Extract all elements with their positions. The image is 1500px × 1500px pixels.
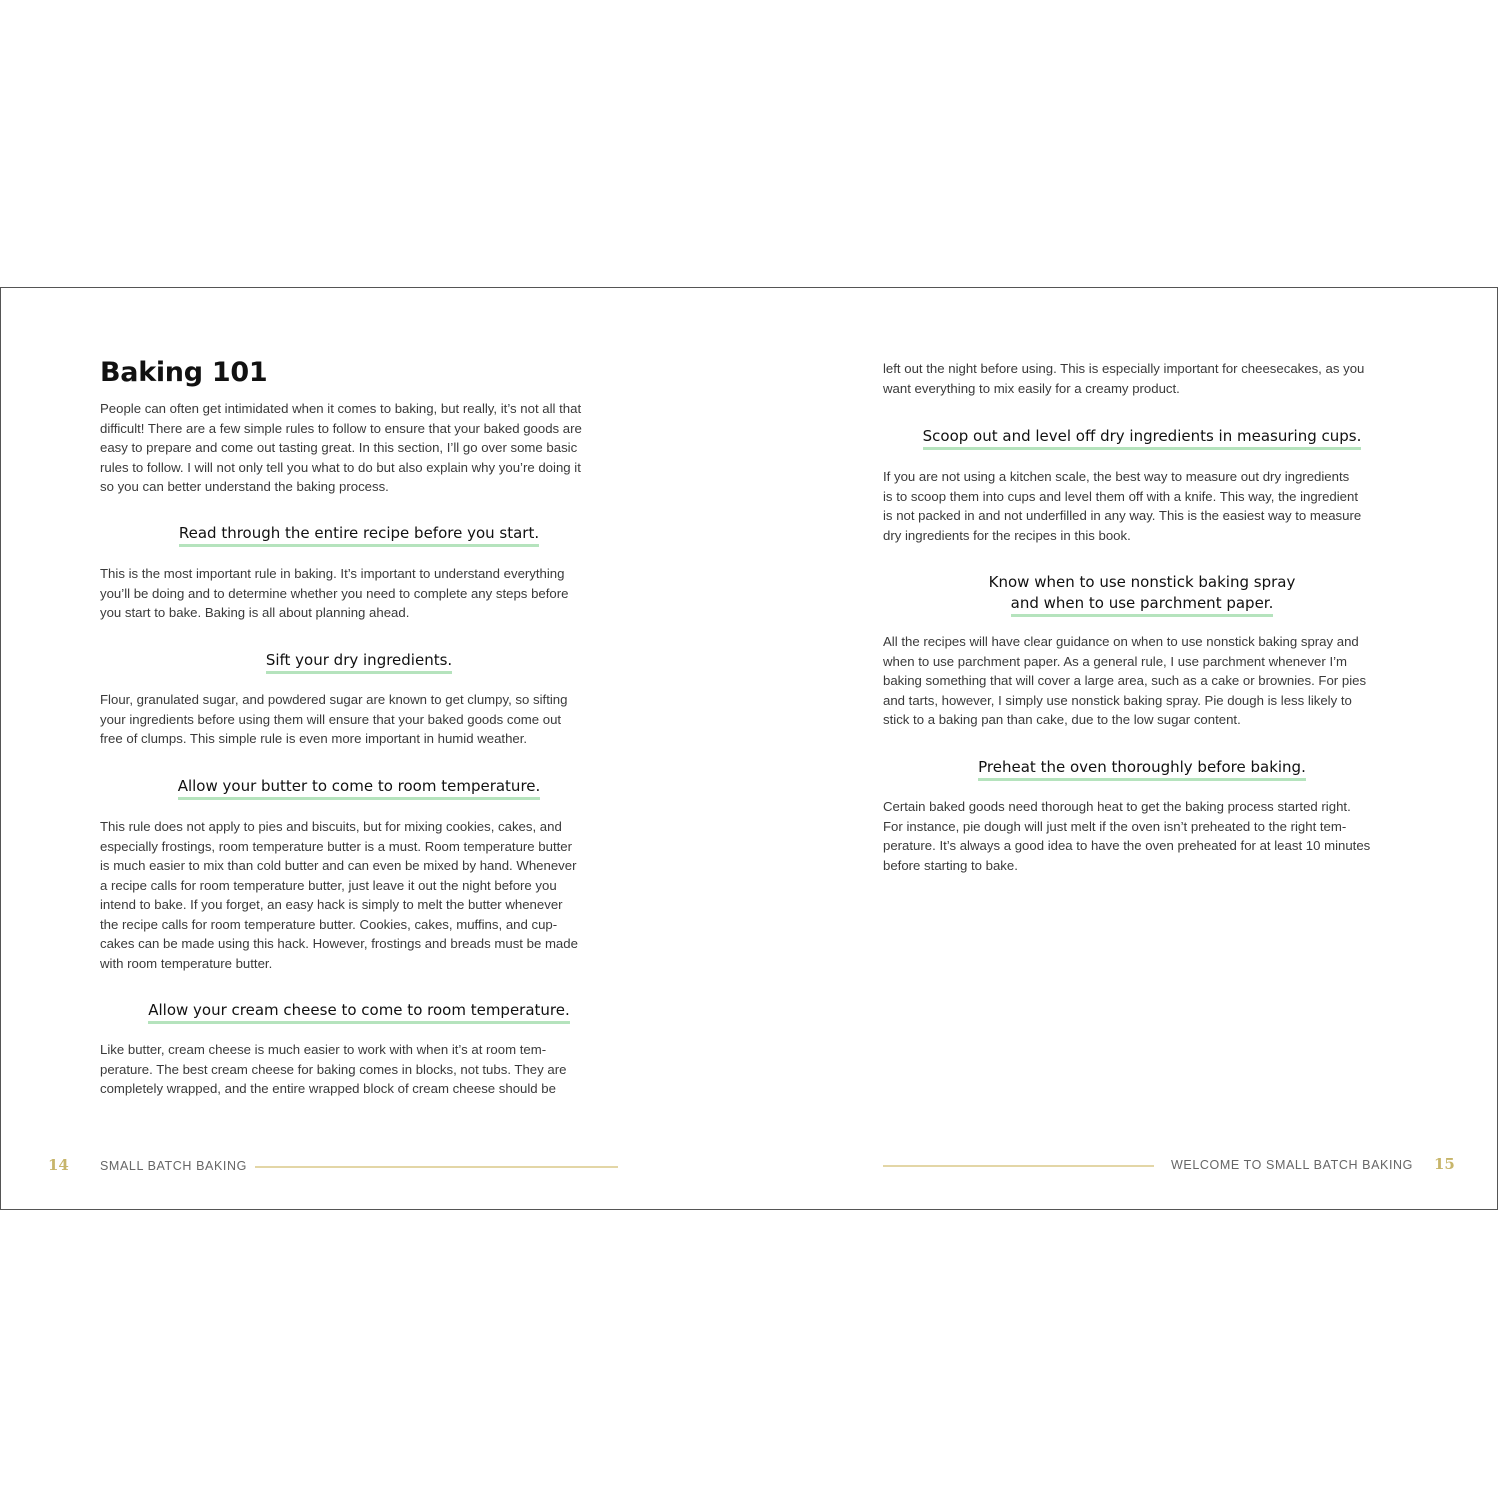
text-line: Certain baked goods need thorough heat to get the baking process started right. xyxy=(883,799,1351,814)
text-line: want everything to mix easily for a creamy product. xyxy=(883,380,1180,396)
text-line: left out the night before using. This is especially important for cheesecakes, as you xyxy=(883,361,1365,376)
footer-rule xyxy=(883,1165,1154,1167)
text-line: free of clumps. This simple rule is even more important in humid weather. xyxy=(100,731,528,746)
text-line: especially frostings, room temperature butter is a must. Room temperature butter xyxy=(100,838,573,854)
heading-text: Preheat the oven thoroughly before baking. xyxy=(978,757,1306,781)
text-line: perature. The best cream cheese for baking comes in blocks, not tubs. They are xyxy=(100,1061,567,1077)
text-line: If you are not using a kitchen scale, the best way to measure out dry ingredients xyxy=(883,469,1350,484)
text-line: For instance, pie dough will just melt if the oven isn’t preheated to the right tem- xyxy=(883,818,1347,834)
section-heading xyxy=(100,1000,618,1024)
section-body xyxy=(883,797,1401,875)
intro-paragraph xyxy=(100,399,618,497)
text-line: intend to bake. If you forget, an easy hack is simply to melt the butter whenever xyxy=(100,897,563,912)
text-line: Flour, granulated sugar, and powdered sugar are known to get clumpy, so sifting xyxy=(100,692,568,707)
heading-text: Read through the entire recipe before you start. xyxy=(179,523,539,547)
section-heading xyxy=(883,757,1401,781)
page-title: Baking 101 xyxy=(100,357,268,388)
section-body xyxy=(100,690,618,749)
text-line: when to use parchment paper. As a general rule, I use parchment whenever I’m xyxy=(883,653,1348,669)
text-line: easy to prepare and come out tasting great. In this section, I’ll go over some basic xyxy=(100,440,578,455)
footer-rule xyxy=(255,1166,618,1168)
section-body xyxy=(100,817,618,973)
text-line: perature. It’s always a good idea to have the oven preheated for at least 10 minutes xyxy=(883,838,1371,853)
text-line: is not packed in and not underfilled in any way. This is the easiest way to measure xyxy=(883,508,1362,523)
continuation-paragraph xyxy=(883,359,1401,398)
text-line: the recipe calls for room temperature butter. Cookies, cakes, muffins, and cup- xyxy=(100,916,558,932)
heading-text: Allow your butter to come to room temperature. xyxy=(178,776,541,800)
heading-text: Scoop out and level off dry ingredients in measuring cups. xyxy=(923,426,1362,450)
section-heading xyxy=(883,426,1401,450)
section-heading xyxy=(100,650,618,674)
text-line: your ingredients before using them will ensure that your baked goods come out xyxy=(100,711,562,727)
text-line: a recipe calls for room temperature butter, just leave it out the night before you xyxy=(100,877,557,893)
text-line: stick to a baking pan than cake, due to the low sugar content. xyxy=(883,712,1241,727)
text-line: before starting to bake. xyxy=(883,857,1018,873)
text-line: is much easier to mix than cold butter and can even be mixed by hand. Whenever xyxy=(100,858,577,873)
left-footer xyxy=(1,1154,750,1178)
heading-text: Sift your dry ingredients. xyxy=(266,650,452,674)
section-body xyxy=(100,564,618,623)
section-body xyxy=(883,632,1401,730)
section-body xyxy=(100,1040,618,1099)
section-heading xyxy=(100,776,618,800)
text-line: with room temperature butter. xyxy=(100,955,273,971)
book-spread xyxy=(0,287,1498,1210)
text-line: you start to bake. Baking is all about planning ahead. xyxy=(100,605,410,620)
text-line: difficult! There are a few simple rules to follow to ensure that your baked goods are xyxy=(100,420,582,436)
text-line: cakes can be made using this hack. However, frostings and breads must be made xyxy=(100,936,578,951)
text-line: rules to follow. I will not only tell you what to do but also explain why you’re doing it xyxy=(100,459,581,475)
text-line: and tarts, however, I simply use nonstick baking spray. Pie dough is less likely to xyxy=(883,692,1352,708)
text-line: All the recipes will have clear guidance on when to use nonstick baking spray and xyxy=(883,634,1359,649)
section-heading xyxy=(883,572,1401,617)
text-line: so you can better understand the baking process. xyxy=(100,479,389,494)
running-head: WELCOME TO SMALL BATCH BAKING xyxy=(1171,1158,1413,1172)
section-body xyxy=(883,467,1401,545)
text-line: This rule does not apply to pies and biscuits, but for mixing cookies, cakes, and xyxy=(100,819,562,834)
text-line: completely wrapped, and the entire wrapped block of cream cheese should be xyxy=(100,1081,556,1096)
text-line: baking something that will cover a large area, such as a cake or brownies. For pies xyxy=(883,673,1367,688)
text-line: This is the most important rule in baking. It’s important to understand everything xyxy=(100,566,565,581)
page-number: 14 xyxy=(48,1156,69,1174)
page-number: 15 xyxy=(1434,1155,1455,1173)
heading-text: Allow your cream cheese to come to room temperature. xyxy=(148,1000,570,1024)
text-line: you’ll be doing and to determine whether you need to complete any steps before xyxy=(100,585,569,601)
text-line: dry ingredients for the recipes in this book. xyxy=(883,527,1131,543)
heading-text: and when to use parchment paper. xyxy=(1011,593,1274,617)
text-line: is to scoop them into cups and level them off with a knife. This way, the ingredient xyxy=(883,488,1359,504)
heading-text: Know when to use nonstick baking spray xyxy=(988,573,1296,591)
right-footer xyxy=(750,1154,1499,1178)
section-heading xyxy=(100,523,618,547)
running-head: SMALL BATCH BAKING xyxy=(100,1159,247,1173)
text-line: Like butter, cream cheese is much easier to work with when it’s at room tem- xyxy=(100,1042,547,1057)
text-line: People can often get intimidated when it comes to baking, but really, it’s not all that xyxy=(100,401,582,416)
